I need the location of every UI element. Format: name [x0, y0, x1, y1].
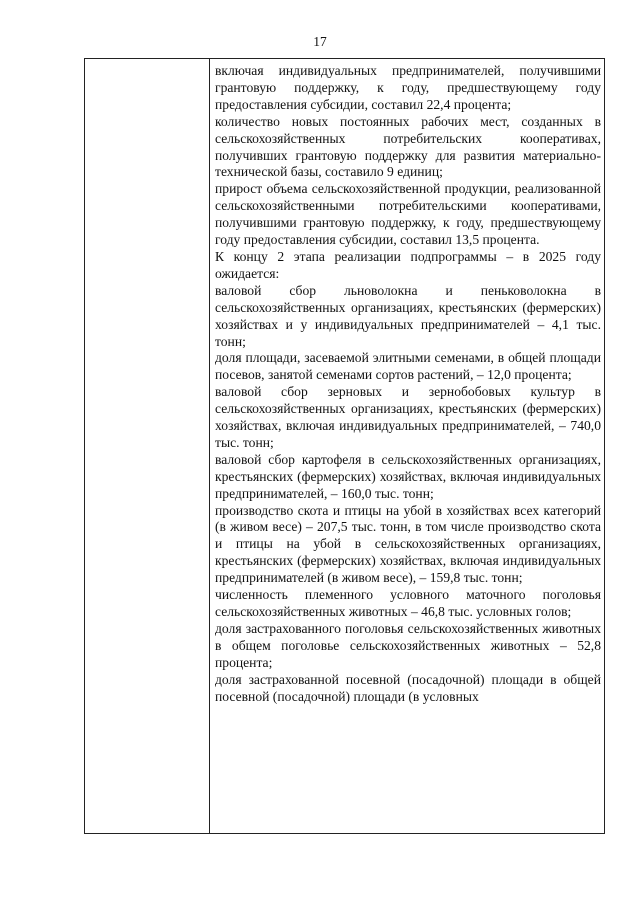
right-column [215, 63, 601, 705]
table-frame [84, 58, 605, 834]
page-number: 17 [313, 34, 327, 49]
paragraph: К концу 2 этапа реализации подпрограммы – в 2025 году ожидается: [215, 248, 601, 281]
paragraph: производство скота и птицы на убой в хозяйствах всех категорий (в живом весе) – 207,5 тыс. тонн, в том числе производство скота и птицы на убой в сельскохозяйственных организациях, крестьянских (фермерских) хозяйствах, включая индивидуальных предпринимателей (в живом весе), – 159,8 тыс. тонн; [215, 502, 601, 586]
paragraph: доля застрахованного поголовья сельскохозяйственных животных в общем поголовье сельскохозяйственных животных – 52,8 процента; [215, 620, 601, 670]
paragraph: включая индивидуальных предпринимателей, получившими грантовую поддержку, к году, предшествующему году предоставления субсидии, составил 22,4 процента; [215, 63, 601, 112]
paragraph: доля площади, засеваемой элитными семенами, в общей площади посевов, занятой семенами сортов растений, – 12,0 процента; [215, 350, 601, 383]
paragraph: численность племенного условного маточного поголовья сельскохозяйственных животных – 46,8 тыс. условных голов; [215, 587, 601, 619]
left-column [85, 59, 210, 833]
paragraph: валовой сбор картофеля в сельскохозяйственных организациях, крестьянских (фермерских) хозяйствах, включая индивидуальных предпринимателей, – 160,0 тыс. тонн; [215, 451, 601, 501]
paragraph: валовой сбор льноволокна и пеньковолокна в сельскохозяйственных организациях, крестьянских (фермерских) хозяйствах и у индивидуальных предпринимателей – 4,1 тыс. тонн; [215, 282, 601, 349]
paragraph: прирост объема сельскохозяйственной продукции, реализованной сельскохозяйственными потребительскими кооперативами, получившими грантовую поддержку, к году, предшествующему году предоставления субсидии, составил 13,5 процента. [215, 181, 601, 248]
paragraph: доля застрахованной посевной (посадочной) площади в общей посевной (посадочной) площади (в условных [215, 671, 601, 704]
paragraph: валовой сбор зерновых и зернобобовых культур в сельскохозяйственных организациях, крестьянских (фермерских) хозяйствах, включая индивидуальных предпринимателей, – 740,0 тыс. тонн; [215, 384, 601, 450]
paragraph: количество новых постоянных рабочих мест, созданных в сельскохозяйственных потребительских кооперативах, получивших грантовую поддержку для развития материально-технической базы, составило 9 единиц; [215, 113, 601, 180]
